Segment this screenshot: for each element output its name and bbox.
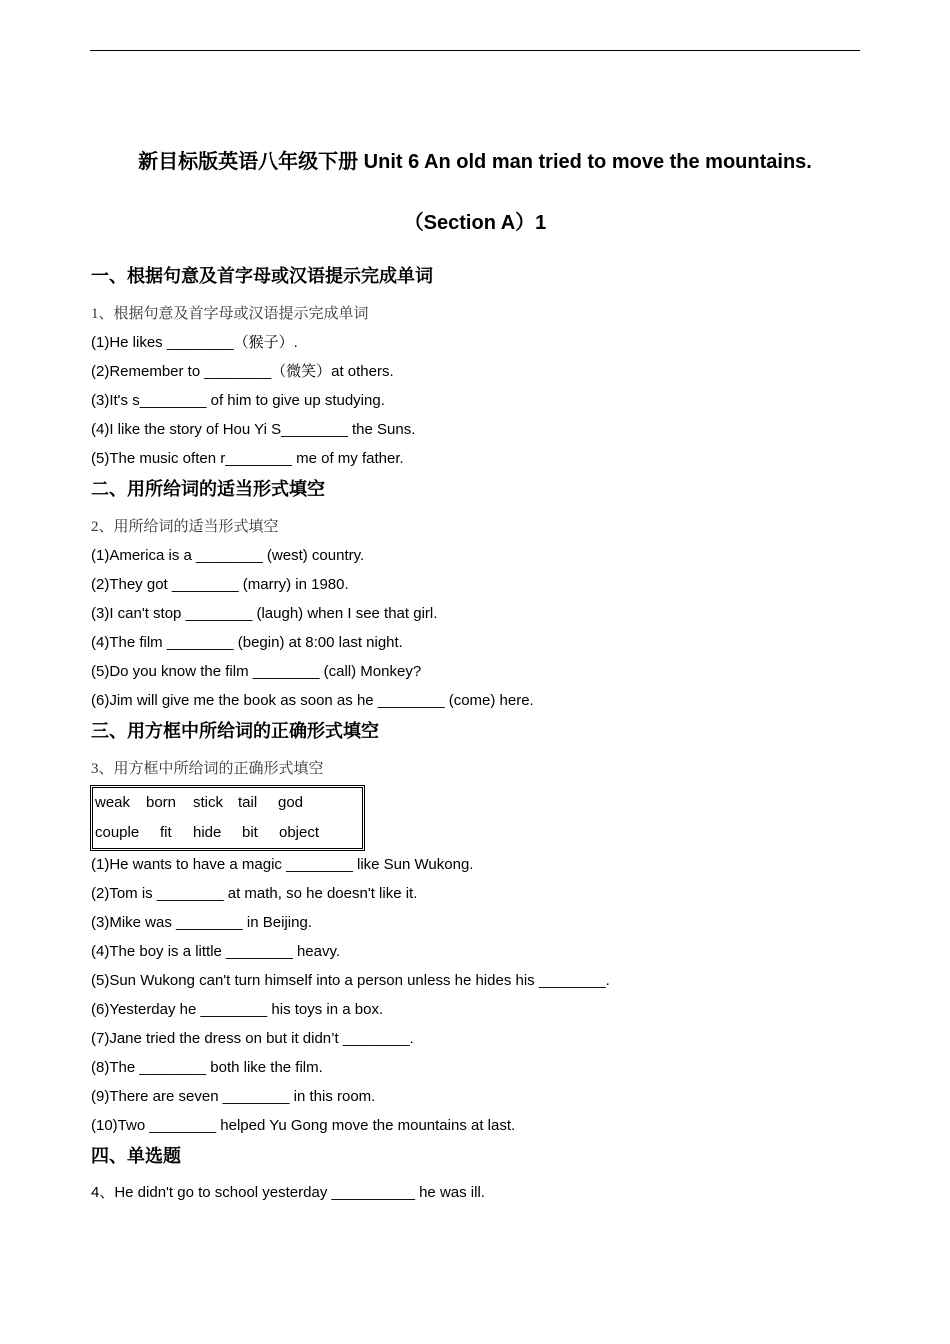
section1-instruction: 1、根据句意及首字母或汉语提示完成单词 bbox=[91, 306, 369, 322]
section3-heading: 三、用方框中所给词的正确形式填空 bbox=[91, 721, 379, 741]
header-rule bbox=[90, 50, 860, 51]
question-line: (1)America is a ________ (west) country. bbox=[91, 547, 365, 564]
question-line: (6)Yesterday he ________ his toys in a box. bbox=[91, 1001, 384, 1018]
question-line: (1)He wants to have a magic ________ like Sun Wukong. bbox=[91, 856, 474, 873]
document-subtitle: （Section A）1 bbox=[403, 212, 547, 234]
word-bank-word: couple bbox=[95, 824, 140, 841]
question-line: (5)Sun Wukong can't turn himself into a person unless he hides his ________. bbox=[91, 972, 610, 989]
question-line: (4)The boy is a little ________ heavy. bbox=[91, 943, 341, 960]
word-bank-word: born bbox=[146, 794, 177, 811]
section2-instruction: 2、用所给词的适当形式填空 bbox=[91, 519, 279, 535]
word-bank-word: stick bbox=[193, 794, 223, 811]
question-line: (5)The music often r________ me of my father. bbox=[91, 450, 404, 467]
word-bank-word: weak bbox=[95, 794, 131, 811]
question-line: (4)The film ________ (begin) at 8:00 last night. bbox=[91, 634, 403, 651]
question-line: (3)Mike was ________ in Beijing. bbox=[91, 914, 312, 931]
word-bank-word: god bbox=[278, 794, 304, 811]
question-line: (10)Two ________ helped Yu Gong move the mountains at last. bbox=[91, 1117, 516, 1134]
word-bank-word: object bbox=[279, 824, 320, 841]
question-line: (5)Do you know the film ________ (call) Monkey? bbox=[91, 663, 422, 680]
question-line: (6)Jim will give me the book as soon as he ________ (come) here. bbox=[91, 692, 534, 709]
word-bank-word: fit bbox=[160, 824, 172, 841]
question-line: (7)Jane tried the dress on but it didn’t ________. bbox=[91, 1030, 414, 1047]
question-line: (2)Tom is ________ at math, so he doesn't like it. bbox=[91, 885, 418, 902]
question-line: (4)I like the story of Hou Yi S________ the Suns. bbox=[91, 421, 416, 438]
section2-heading: 二、用所给词的适当形式填空 bbox=[91, 479, 325, 499]
question-line: (3)I can't stop ________ (laugh) when I see that girl. bbox=[91, 605, 438, 622]
word-bank-row bbox=[95, 822, 319, 844]
word-bank-word: tail bbox=[238, 794, 258, 811]
document-title: 新目标版英语八年级下册 Unit 6 An old man tried to move the mountains. bbox=[138, 151, 812, 173]
question-line: (1)He likes ________（猴子）. bbox=[91, 334, 298, 351]
section3-instruction: 3、用方框中所给词的正确形式填空 bbox=[91, 761, 324, 777]
question-line: 4、He didn't go to school yesterday __________ he was ill. bbox=[91, 1184, 485, 1201]
question-line: (2)They got ________ (marry) in 1980. bbox=[91, 576, 349, 593]
question-line: (8)The ________ both like the film. bbox=[91, 1059, 323, 1076]
word-bank-word: bit bbox=[242, 824, 258, 841]
question-line: (2)Remember to ________（微笑）at others. bbox=[91, 363, 394, 380]
question-line: (3)It's s________ of him to give up studying. bbox=[91, 392, 385, 409]
question-line: (9)There are seven ________ in this room. bbox=[91, 1088, 376, 1105]
section4-heading: 四、单选题 bbox=[91, 1146, 181, 1166]
word-bank-row bbox=[95, 792, 303, 814]
word-bank-word: hide bbox=[193, 824, 222, 841]
word-bank-box bbox=[90, 785, 365, 851]
section1-heading: 一、根据句意及首字母或汉语提示完成单词 bbox=[91, 266, 433, 286]
